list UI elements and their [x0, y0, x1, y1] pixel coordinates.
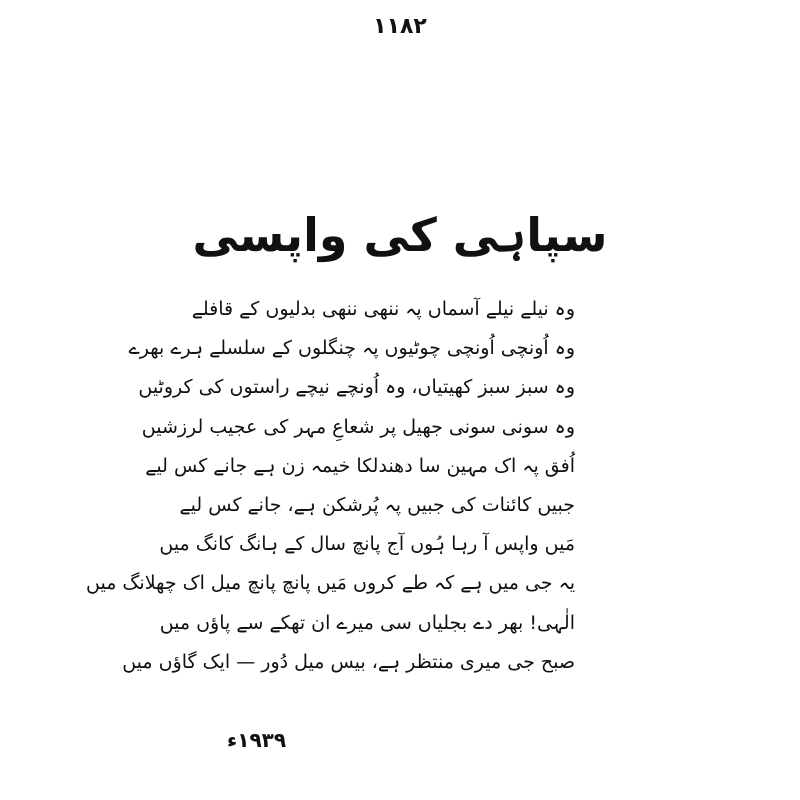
verse-line: وہ اُونچی اُونچی چوٹیوں پہ چنگلوں کے سلسلے ہرے بھرے	[128, 337, 575, 360]
verse-line: جبیں کائنات کی جبیں پہ پُرشکن ہے، جانے کس لیے	[179, 493, 575, 516]
poem-date: ۱۹۳۹ء	[227, 728, 287, 752]
verse-line: وہ سبز سبز کھیتیاں، وہ اُونچے نیچے راستوں کی کروٹیں	[138, 376, 575, 399]
verse-line: وہ نیلے نیلے آسماں پہ ننھی ننھی بدلیوں کے قافلے	[191, 298, 575, 320]
verse-line: یہ جی میں ہے کہ طے کروں مَیں پانچ پانچ میل اک چھلانگ میں	[86, 572, 575, 595]
verse-line: الٰہی! بھر دے بجلیاں سی میرے ان تھکے سے پاؤں میں	[159, 611, 575, 634]
verse-line: صبح جی میری منتظر ہے، بیس میل دُور — ایک گاؤں میں	[122, 650, 575, 673]
poem-body	[86, 290, 575, 682]
poem-title: سپاہی کی واپسی	[192, 208, 608, 262]
verse-line: مَیں واپس آ رہا ہُوں آج پانچ سال کے ہانگ کانگ میں	[159, 533, 575, 556]
page-number: ۱۱۸۲	[373, 14, 427, 39]
verse-line: وہ سونی سونی جھیل پر شعاعِ مہر کی عجیب لرزشیں	[141, 415, 575, 438]
verse-line: اُفق پہ اک مہین سا دھندلکا خیمہ زن ہے جانے کس لیے	[145, 454, 575, 477]
